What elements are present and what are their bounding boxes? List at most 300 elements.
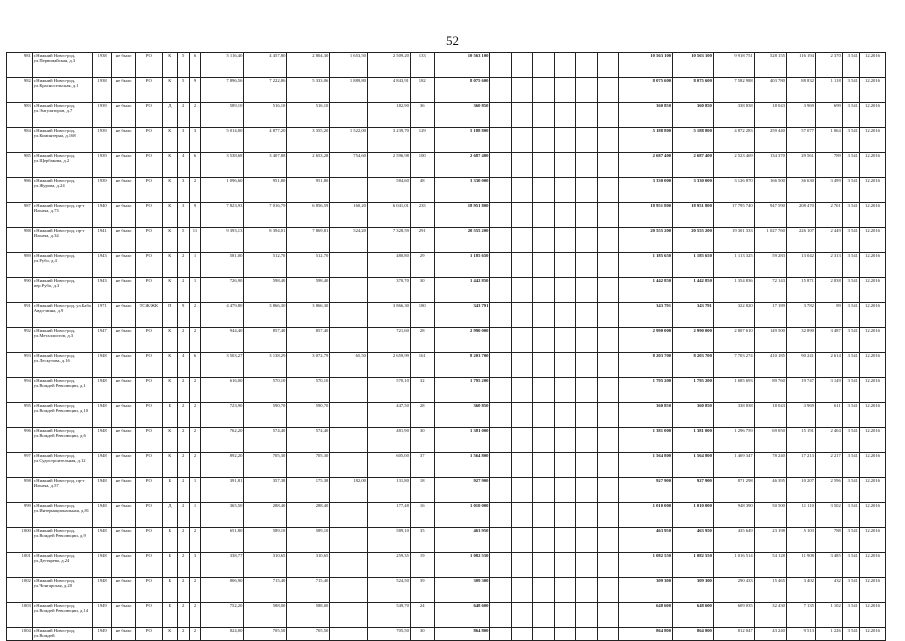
cell-priv: не было: [112, 578, 136, 603]
cell-res: 18: [410, 478, 434, 503]
cell-empty: [511, 403, 532, 428]
cell-empty: [576, 578, 597, 603]
cell-t5: 7 135: [786, 603, 815, 628]
cell-empty: [511, 428, 532, 453]
cell-empty: [554, 103, 575, 128]
cell-year: 1943: [92, 278, 111, 303]
cell-t1: 463 950: [619, 528, 673, 553]
cell-form: ТСЖ/ЖК: [135, 303, 162, 328]
cell-res: 24: [410, 603, 434, 628]
cell-year: 1941: [92, 228, 111, 253]
cell-s2: 574,40: [244, 428, 287, 453]
cell-en: 2: [189, 178, 201, 203]
cell-form: РО: [135, 328, 162, 353]
cell-s1: 651,80: [201, 528, 244, 553]
cell-empty: [554, 578, 575, 603]
cell-addr: г.Нижний Новго-род, ул.Щербакова, д.2: [32, 153, 92, 178]
cell-fl: 2: [177, 578, 189, 603]
cell-ppm: 3 485: [815, 553, 842, 578]
cell-empty: [490, 478, 511, 503]
cell-t2: 1 795 200: [673, 378, 714, 403]
table-row: [7, 578, 886, 603]
cell-s4: 524,20: [330, 228, 368, 253]
cell-empty: [597, 478, 618, 503]
cell-s5: 182,90: [367, 103, 410, 128]
cell-empty: [511, 178, 532, 203]
cell-priv: не было: [112, 603, 136, 628]
cell-t2: 1 442 850: [673, 278, 714, 303]
cell-empty: [511, 103, 532, 128]
cell-fl: 2: [177, 503, 189, 528]
cell-s5: 549,70: [367, 603, 410, 628]
cell-form: РО: [135, 103, 162, 128]
cell-date: 12.2016: [859, 528, 885, 553]
cell-t2: 1 082 550: [673, 553, 714, 578]
cell-s5: 370,70: [367, 278, 410, 303]
cell-empty: [511, 478, 532, 503]
cell-s4: [330, 378, 368, 403]
cell-n: 1000: [7, 528, 33, 553]
cell-empty: [597, 428, 618, 453]
cell-n: 986: [7, 178, 33, 203]
cell-s1: 726,90: [201, 278, 244, 303]
cell-fl: 4: [177, 153, 189, 178]
cell-empty: [490, 378, 511, 403]
cell-s3: 5 333,06: [287, 78, 330, 103]
cell-mat: Б: [162, 578, 177, 603]
cell-empty: [490, 178, 511, 203]
cell-s2: 570,10: [244, 378, 287, 403]
cell-s5: 524,50: [367, 578, 410, 603]
cell-res: 235: [410, 203, 434, 228]
cell-empty: [490, 453, 511, 478]
cell-date: 12.2016: [859, 403, 885, 428]
cell-fl: 5: [177, 53, 189, 78]
cell-ppm: 89: [815, 303, 842, 328]
cell-addr: г.Нижний Новго-род, ул.Вождей Революции, д.14: [32, 603, 92, 628]
cell-empty: [576, 328, 597, 353]
cell-t4: 72 143: [754, 278, 786, 303]
cell-t2: 309 300: [673, 578, 714, 603]
cell-date: 12.2016: [859, 253, 885, 278]
cell-s2: 705,50: [244, 628, 287, 641]
cell-priv: не было: [112, 403, 136, 428]
cell-sum: 648 600: [434, 603, 490, 628]
cell-addr: г.Нижний Новго-род, ул.Красносельская, д.1: [32, 78, 92, 103]
cell-form: РО: [135, 503, 162, 528]
cell-empty: [533, 353, 554, 378]
cell-empty: [533, 128, 554, 153]
cell-empty: [576, 228, 597, 253]
cell-en: 2: [189, 303, 201, 328]
cell-s2: 598,40: [244, 278, 287, 303]
cell-t1: 360 850: [619, 403, 673, 428]
cell-s2: 516,10: [244, 103, 287, 128]
cell-empty: [533, 503, 554, 528]
cell-priv: не было: [112, 453, 136, 478]
cell-ppm: 789: [815, 153, 842, 178]
cell-ppm: 3 499: [815, 178, 842, 203]
table-row: [7, 403, 886, 428]
cell-ppm2: 3 541: [842, 78, 859, 103]
cell-form: РО: [135, 378, 162, 403]
cell-form: РО: [135, 153, 162, 178]
cell-t2: 3 330 000: [673, 178, 714, 203]
cell-date: 12.2016: [859, 303, 885, 328]
cell-ppm2: 3 541: [842, 503, 859, 528]
cell-addr: г.Нижний Новго-род, ул.Металлистов, д.3: [32, 328, 92, 353]
cell-empty: [576, 178, 597, 203]
cell-s3: 705,30: [287, 453, 330, 478]
cell-en: 1: [189, 253, 201, 278]
cell-form: РО: [135, 53, 162, 78]
cell-year: 1939: [92, 178, 111, 203]
cell-s5: 589,10: [367, 528, 410, 553]
cell-s4: [330, 628, 368, 641]
cell-t3: 338 838: [713, 403, 754, 428]
cell-year: 1948: [92, 503, 111, 528]
cell-n: 1001: [7, 553, 33, 578]
cell-t5: 5 103: [786, 528, 815, 553]
cell-empty: [511, 353, 532, 378]
cell-addr: г.Нижний Новго-род, ул.Первомайская, д.3: [32, 53, 92, 78]
cell-year: 1948: [92, 578, 111, 603]
cell-empty: [490, 103, 511, 128]
cell-en: 9: [189, 78, 201, 103]
cell-empty: [533, 628, 554, 641]
cell-t5: 3 782: [786, 303, 815, 328]
cell-empty: [554, 53, 575, 78]
cell-sum: 2 990 000: [434, 328, 490, 353]
cell-ppm: 432: [815, 578, 842, 603]
cell-t1: 927 900: [619, 478, 673, 503]
cell-s3: 310,65: [287, 553, 330, 578]
cell-s2: 357,38: [244, 478, 287, 503]
cell-n: 999: [7, 503, 33, 528]
cell-fl: 2: [177, 528, 189, 553]
cell-t4: 54 128: [754, 553, 786, 578]
cell-t5: 3 969: [786, 403, 815, 428]
cell-s5: 177,48: [367, 503, 410, 528]
table-row: [7, 478, 886, 503]
cell-empty: [597, 128, 618, 153]
cell-ppm: 3 149: [815, 378, 842, 403]
cell-empty: [490, 253, 511, 278]
cell-t1: 343 791: [619, 303, 673, 328]
cell-sum: 1 442 850: [434, 278, 490, 303]
cell-ppm: 2 614: [815, 353, 842, 378]
cell-empty: [597, 328, 618, 353]
cell-s2: 715,40: [244, 578, 287, 603]
cell-addr: г.Нижний Новго-род, ул.Дегтярева, д.24: [32, 553, 92, 578]
cell-empty: [554, 78, 575, 103]
cell-n: 1002: [7, 578, 33, 603]
cell-en: 1: [189, 503, 201, 528]
cell-date: 12.2016: [859, 278, 885, 303]
table-row: [7, 278, 886, 303]
cell-res: 28: [410, 328, 434, 353]
cell-s2: 3 138,29: [244, 353, 287, 378]
cell-t4: 17 189: [754, 303, 786, 328]
cell-ppm: 1 118: [815, 78, 842, 103]
cell-mat: П: [162, 303, 177, 328]
cell-ppm: 1 102: [815, 603, 842, 628]
cell-sum: 309 300: [434, 578, 490, 603]
cell-empty: [511, 278, 532, 303]
table-row: [7, 528, 886, 553]
cell-mat: Б: [162, 603, 177, 628]
cell-date: 12.2016: [859, 328, 885, 353]
cell-empty: [511, 528, 532, 553]
cell-t3: 812 047: [713, 628, 754, 641]
cell-sum: 343 791: [434, 303, 490, 328]
cell-ppm2: 3 541: [842, 628, 859, 641]
cell-s4: [330, 253, 368, 278]
cell-mat: К: [162, 53, 177, 78]
cell-n: 982: [7, 78, 33, 103]
cell-addr: г.Нижний Новго-род, ул.Вождей Революции, д.9: [32, 528, 92, 553]
cell-s5: 2 509,20: [367, 53, 410, 78]
cell-empty: [576, 503, 597, 528]
cell-res: 28: [410, 403, 434, 428]
cell-fl: 2: [177, 453, 189, 478]
housing-register-table: [6, 52, 886, 641]
cell-mat: К: [162, 378, 177, 403]
cell-empty: [490, 53, 511, 78]
cell-n: 996: [7, 428, 33, 453]
cell-en: 2: [189, 628, 201, 641]
cell-t3: 7 703 274: [713, 353, 754, 378]
cell-empty: [576, 428, 597, 453]
cell-mat: К: [162, 128, 177, 153]
cell-empty: [554, 628, 575, 641]
cell-sum: 864 800: [434, 628, 490, 641]
cell-t4: 50 500: [754, 503, 786, 528]
cell-en: 2: [189, 428, 201, 453]
cell-res: 291: [410, 228, 434, 253]
cell-empty: [511, 553, 532, 578]
cell-year: 1949: [92, 628, 111, 641]
cell-date: 12.2016: [859, 153, 885, 178]
cell-s1: 5 116,40: [201, 53, 244, 78]
cell-t2: 2 687 400: [673, 153, 714, 178]
cell-empty: [597, 553, 618, 578]
cell-empty: [597, 378, 618, 403]
cell-t4: 259 440: [754, 128, 786, 153]
cell-empty: [511, 578, 532, 603]
cell-t1: 1 010 000: [619, 503, 673, 528]
cell-empty: [576, 378, 597, 403]
table-row: [7, 353, 886, 378]
cell-s4: [330, 528, 368, 553]
cell-t2: 20 555 200: [673, 228, 714, 253]
cell-form: РО: [135, 203, 162, 228]
cell-ppm: 2 838: [815, 278, 842, 303]
table-row: [7, 553, 886, 578]
cell-t3: 338 838: [713, 103, 754, 128]
cell-t4: 43 240: [754, 628, 786, 641]
cell-empty: [490, 78, 511, 103]
cell-empty: [576, 203, 597, 228]
cell-year: 1948: [92, 528, 111, 553]
cell-mat: Б: [162, 403, 177, 428]
cell-empty: [554, 153, 575, 178]
cell-s4: 1 653,50: [330, 53, 368, 78]
cell-en: 2: [189, 603, 201, 628]
cell-ppm2: 3 541: [842, 378, 859, 403]
cell-t5: 9 513: [786, 628, 815, 641]
cell-res: 16: [410, 503, 434, 528]
cell-mat: К: [162, 278, 177, 303]
cell-t4: 149 500: [754, 328, 786, 353]
cell-ppm: 699: [815, 103, 842, 128]
cell-s2: 4 877,20: [244, 128, 287, 153]
cell-t1: 360 850: [619, 103, 673, 128]
cell-fl: 9: [177, 303, 189, 328]
cell-priv: не было: [112, 503, 136, 528]
cell-t5: 226 107: [786, 228, 815, 253]
cell-empty: [554, 528, 575, 553]
cell-s1: 7 896,56: [201, 78, 244, 103]
cell-s1: 391,81: [201, 478, 244, 503]
cell-t3: 1 685 693: [713, 378, 754, 403]
cell-s4: 1 522,00: [330, 128, 368, 153]
cell-empty: [554, 603, 575, 628]
cell-year: 1948: [92, 478, 111, 503]
cell-sum: 1 795 200: [434, 378, 490, 403]
cell-sum: 18 951 800: [434, 203, 490, 228]
cell-empty: [490, 578, 511, 603]
cell-s5: 480,80: [367, 253, 410, 278]
cell-empty: [554, 478, 575, 503]
table-row: [7, 203, 886, 228]
cell-empty: [576, 603, 597, 628]
cell-empty: [490, 503, 511, 528]
table-row: [7, 128, 886, 153]
cell-addr: г.Нижний Новго-род, пр-т Ильича, д.57: [32, 478, 92, 503]
cell-t5: 10 207: [786, 478, 815, 503]
cell-t3: 435 649: [713, 528, 754, 553]
cell-empty: [554, 378, 575, 403]
cell-t2: 360 850: [673, 403, 714, 428]
cell-empty: [576, 128, 597, 153]
cell-s2: 588,00: [244, 603, 287, 628]
cell-s2: 705,30: [244, 453, 287, 478]
cell-fl: 2: [177, 603, 189, 628]
cell-res: 129: [410, 128, 434, 153]
cell-t5: 88 832: [786, 78, 815, 103]
cell-t5: 116 194: [786, 53, 815, 78]
cell-s5: 2 659,99: [367, 353, 410, 378]
cell-empty: [554, 353, 575, 378]
cell-empty: [554, 253, 575, 278]
cell-ppm2: 3 541: [842, 228, 859, 253]
cell-empty: [490, 403, 511, 428]
cell-empty: [554, 553, 575, 578]
cell-s3: 512,70: [287, 253, 330, 278]
cell-s2: 857,40: [244, 328, 287, 353]
cell-empty: [576, 53, 597, 78]
cell-s5: 481,90: [367, 428, 410, 453]
cell-t4: 59 283: [754, 253, 786, 278]
cell-t1: 3 330 000: [619, 178, 673, 203]
cell-s2: 310,65: [244, 553, 287, 578]
cell-ppm2: 3 541: [842, 353, 859, 378]
cell-s5: 721,60: [367, 328, 410, 353]
cell-empty: [597, 228, 618, 253]
cell-s5: 3 866,30: [367, 303, 410, 328]
cell-s1: 4 479,80: [201, 303, 244, 328]
cell-t2: 10 563 100: [673, 53, 714, 78]
cell-t5: 57 077: [786, 128, 815, 153]
cell-t4: 18 043: [754, 103, 786, 128]
cell-t2: 1 381 000: [673, 428, 714, 453]
cell-t3: 19 301 333: [713, 228, 754, 253]
cell-mat: К: [162, 453, 177, 478]
cell-fl: 3: [177, 203, 189, 228]
cell-t1: 2 990 000: [619, 328, 673, 353]
cell-t5: 11 110: [786, 503, 815, 528]
cell-t5: 29 561: [786, 153, 815, 178]
cell-year: 1939: [92, 153, 111, 178]
cell-en: 1: [189, 278, 201, 303]
cell-s1: 581,00: [201, 253, 244, 278]
cell-sum: 10 563 100: [434, 53, 490, 78]
cell-s3: 175,38: [287, 478, 330, 503]
cell-ppm2: 3 541: [842, 278, 859, 303]
cell-empty: [576, 528, 597, 553]
cell-s1: 616,00: [201, 378, 244, 403]
table-row: [7, 53, 886, 78]
cell-mat: К: [162, 228, 177, 253]
cell-res: 36: [410, 103, 434, 128]
cell-empty: [511, 128, 532, 153]
cell-t1: 648 600: [619, 603, 673, 628]
cell-year: 1940: [92, 203, 111, 228]
cell-empty: [554, 428, 575, 453]
cell-addr: г.Нижний Новго-род, пер.Рубо, д.3: [32, 278, 92, 303]
cell-s3: 589,10: [287, 528, 330, 553]
cell-mat: Д: [162, 503, 177, 528]
table-row: [7, 628, 886, 641]
cell-s3: 574,40: [287, 428, 330, 453]
cell-t1: 8 203 700: [619, 353, 673, 378]
cell-date: 12.2016: [859, 203, 885, 228]
cell-empty: [533, 453, 554, 478]
cell-t1: 1 564 800: [619, 453, 673, 478]
cell-priv: не было: [112, 103, 136, 128]
cell-ppm: 3 487: [815, 328, 842, 353]
cell-empty: [554, 303, 575, 328]
cell-date: 12.2016: [859, 603, 885, 628]
cell-t1: 864 800: [619, 628, 673, 641]
cell-date: 12.2016: [859, 428, 885, 453]
table-row: [7, 428, 886, 453]
cell-empty: [511, 328, 532, 353]
cell-empty: [576, 78, 597, 103]
cell-priv: не было: [112, 303, 136, 328]
cell-s5: 605,00: [367, 453, 410, 478]
cell-form: РО: [135, 603, 162, 628]
cell-year: 1948: [92, 453, 111, 478]
cell-en: 11: [189, 228, 201, 253]
cell-priv: не было: [112, 478, 136, 503]
cell-empty: [597, 103, 618, 128]
cell-t1: 20 555 200: [619, 228, 673, 253]
cell-mat: К: [162, 628, 177, 641]
cell-empty: [511, 303, 532, 328]
cell-t4: 23 198: [754, 528, 786, 553]
